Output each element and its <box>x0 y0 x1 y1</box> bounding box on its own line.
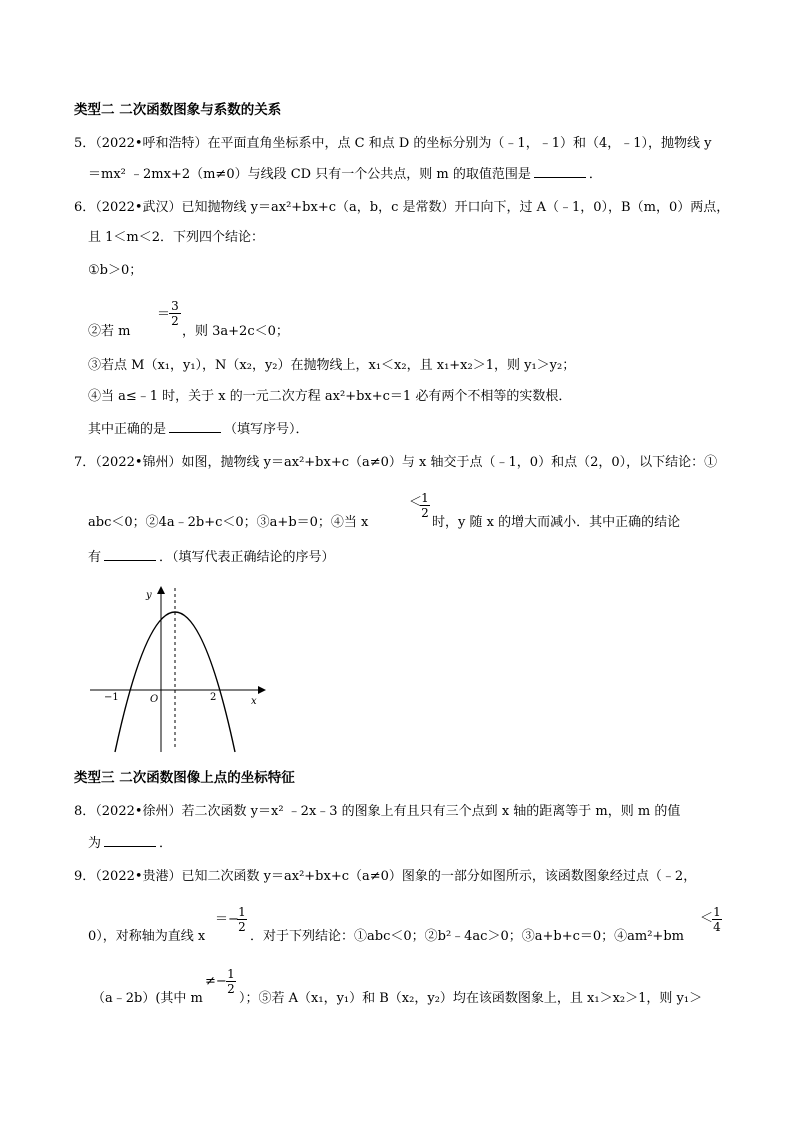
q9-frac2-den: 4 <box>713 920 721 934</box>
x-axis-arrow <box>258 686 266 694</box>
y-axis-label: y <box>146 590 152 601</box>
x-axis-label: x <box>251 696 257 707</box>
q7-lt-sign: ＜ <box>409 495 423 510</box>
q7-line3-end: ．（填写代表正确结论的序号） <box>159 550 335 565</box>
q9-frac1-num: 1 <box>238 905 246 919</box>
q7-line2-start: abc＜0；②4a﹣2b+c＜0；③a+b＝0；④当 x <box>88 515 369 530</box>
q9-frac2-num: 1 <box>713 905 721 919</box>
q9-fraction2 <box>712 906 722 933</box>
q6-line7-end: （填写序号）． <box>224 422 309 437</box>
q6-line7-text: 其中正确的是 <box>88 422 167 437</box>
q6-conclusion1: ①b＞0； <box>88 263 143 278</box>
q8-line1: 8．（2022•徐州）若二次函数 y＝x² ﹣2x﹣3 的图象上有且只有三个点到 x 轴的距离等于 m，则 m 的值 <box>74 804 681 819</box>
q5-line2-text: ＝mx² ﹣2mx+2（m≠0）与线段 CD 只有一个公共点，则 m 的取值范围是 <box>88 167 531 182</box>
q9-line2-start: 0），对称轴为直线 x <box>88 929 206 944</box>
q6-c2-frac-den: 2 <box>171 314 179 328</box>
q7-answer-blank <box>104 548 156 561</box>
q6-conclusion2-end: ，则 3a+2c＜0； <box>182 324 289 339</box>
q6-c2-frac-num: 3 <box>171 299 179 313</box>
section-title-type3: 类型三 二次函数图像上点的坐标特征 <box>74 770 295 786</box>
q9-eq-sign: ＝− <box>215 912 239 927</box>
q6-line1: 6．（2022•武汉）已知抛物线 y＝ax²+bx+c（a，b，c 是常数）开口向下，过 A（﹣1，0），B（m，0）两点， <box>74 200 730 215</box>
q5-line2-end: ． <box>588 167 602 182</box>
q9-frac1-den: 2 <box>238 920 246 934</box>
q7-frac-num: 1 <box>421 491 429 505</box>
tick-label-neg1: −1 <box>104 692 119 703</box>
q7-line2-end: 时，y 随 x 的增大而减小．其中正确的结论 <box>432 515 681 530</box>
q8-answer-blank <box>104 834 156 847</box>
q7-line3 <box>88 548 335 567</box>
q9-line1: 9．（2022•贵港）已知二次函数 y＝ax²+bx+c（a≠0）图象的一部分如图所示，该函数图象经过点（﹣2， <box>74 869 697 884</box>
q6-line2: 且 1＜m＜2．下列四个结论： <box>88 230 265 245</box>
tick-label-2: 2 <box>210 692 217 703</box>
q8-line2-end: ． <box>159 836 173 851</box>
q8-line2 <box>88 834 172 853</box>
q7-line3-text: 有 <box>88 550 102 565</box>
section-title-type2: 类型二 二次函数图象与系数的关系 <box>74 102 282 118</box>
q9-frac3-den: 2 <box>227 982 235 996</box>
q6-answer-blank <box>169 420 221 433</box>
q9-frac3-num: 1 <box>227 967 235 981</box>
q5-line1: 5．（2022•呼和浩特）在平面直角坐标系中，点 C 和点 D 的坐标分别为（﹣1，﹣1）和（4，﹣1），抛物线 y <box>74 136 712 151</box>
q5-line2 <box>88 165 602 184</box>
origin-label: O <box>150 694 159 705</box>
q6-c2-eq-sign: ＝ <box>157 307 171 322</box>
q6-conclusion2 <box>88 323 130 341</box>
q9-fraction3 <box>226 968 236 995</box>
q9-line3-end: ）；⑤若 A（x₁，y₁）和 B（x₂，y₂）均在该函数图象上，且 x₁＞x₂＞1，则 y₁＞ <box>239 991 703 1006</box>
q5-answer-blank <box>534 165 586 178</box>
q9-line2-mid: ．对于下列结论：①abc＜0；②b²﹣4ac＞0；③a+b+c＝0；④am²+bm <box>250 929 684 944</box>
q8-line2-text: 为 <box>88 836 102 851</box>
q9-ne-sign: ≠− <box>205 974 227 989</box>
q6-conclusion3: ③若点 M（x₁，y₁），N（x₂，y₂）在抛物线上，x₁＜x₂，且 x₁+x₂＞1，则 y₁＞y₂； <box>88 358 576 373</box>
parabola-graph <box>86 580 272 756</box>
q6-conclusion2-start: ②若 m <box>88 324 131 339</box>
q9-line3-start: （a﹣2b）(其中 m <box>92 991 203 1006</box>
q7-line1: 7．（2022•锦州）如图，抛物线 y＝ax²+bx+c（a≠0）与 x 轴交于点（﹣1，0）和点（2，0），以下结论：① <box>74 455 718 470</box>
q6-c2-fraction <box>169 300 181 327</box>
q7-fraction <box>420 492 430 519</box>
q6-line7 <box>88 420 309 439</box>
y-axis-arrow <box>157 586 165 594</box>
q9-lt-sign: ＜ <box>700 911 714 926</box>
q9-fraction1 <box>237 906 247 933</box>
q7-frac-den: 2 <box>421 506 429 520</box>
q6-conclusion4: ④当 a≤﹣1 时，关于 x 的一元二次方程 ax²+bx+c＝1 必有两个不相等的实数根． <box>88 389 572 404</box>
